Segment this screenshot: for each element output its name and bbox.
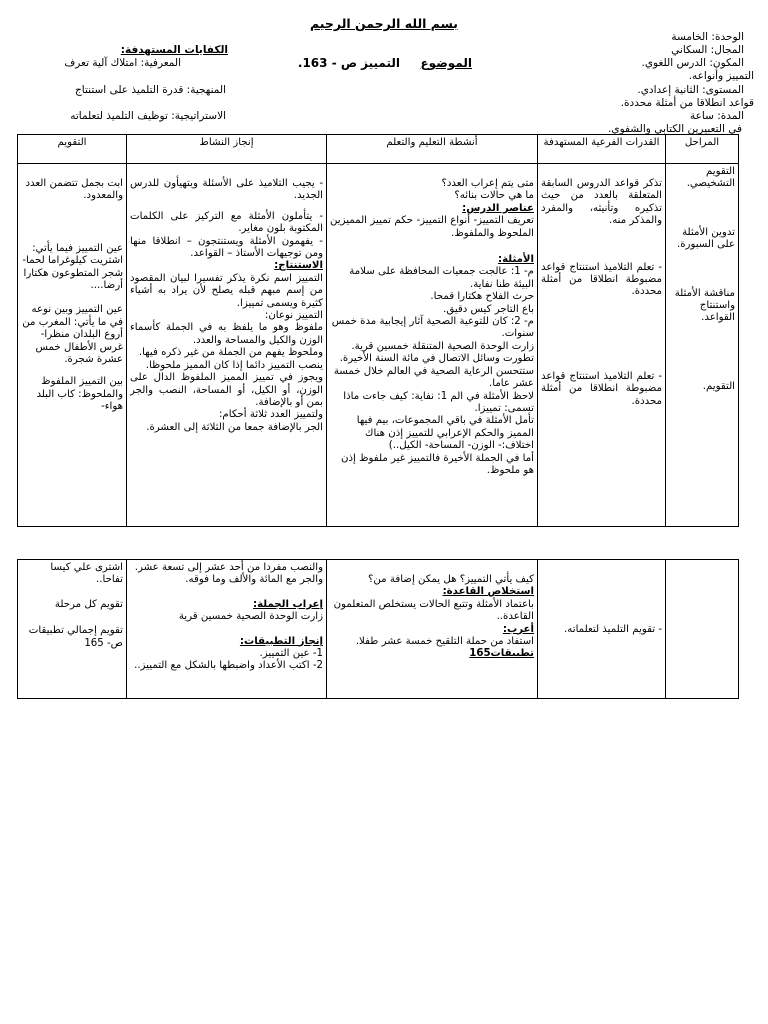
achievement-heading: الاستنتاج: <box>274 260 323 272</box>
subject-heading: الموضوع <box>420 56 472 70</box>
achievement-line: التمييز اسم نكرة يذكر تفسيرا لبيان المقصود من إسم مبهم قبله يصلح لأن يراد به أشياء كثيرة ويسمى تمييزا. <box>130 272 323 309</box>
activity-line: ستتحسن الرعاية الصحية في العالم خلال خمسة عشر عاما. <box>333 365 534 390</box>
activity-line: استفاد من حملة التلقيح خمسة عشر طفلا. <box>355 636 534 648</box>
achievement-line: الجر بالإضافة جمعا من الثلاثة إلى العشرة. <box>146 421 323 433</box>
achievement-line: وملحوظ يفهم من الجملة من غير ذكره فيها. <box>138 347 323 359</box>
evaluation-item: عين التمييز فيما يأتي: اشتريت كيلوغراما لحما- شجر المتطوعون هكتارا أرضا.... <box>22 242 123 292</box>
unit-label: الوحدة: الخامسة <box>671 31 744 43</box>
stages-cell <box>666 164 739 527</box>
activities-cell-2 <box>327 560 538 699</box>
activity-line: باع التاجر كيس دقيق. <box>443 303 534 315</box>
lesson-table-continued <box>17 559 739 699</box>
activities-cell <box>327 164 538 527</box>
achievement-line: ينصب التمييز دائما إذا كان المميز ملحوظا. <box>145 359 323 371</box>
ability-item: - تعلم التلاميذ استنتاج قواعد مضبوطة انطلاقا من أمثلة محددة. <box>541 261 662 298</box>
achievement-heading: إعراب الجملة: <box>253 598 323 610</box>
achievement-line: - يفهمون الأمثلة ويستنتجون – انطلاقا منها ومن توجيهات الأستاذ – القواعد. <box>130 235 323 260</box>
method-competency: المنهجية: قدرة التلميذ على استنتاج <box>75 84 226 96</box>
activity-line: باعتماد الأمثلة وتتبع الحالات يستخلص المتعلمون القاعدة.. <box>333 598 534 623</box>
achievement-line: 2- اكتب الأعداد واضبطها بالشكل مع التمييز.. <box>134 660 323 672</box>
evaluation-cell <box>18 164 127 527</box>
component-label: المكون: الدرس اللغوي. <box>641 57 744 69</box>
activity-line: كيف يأتي التمييز؟ هل يمكن إضافة من؟ <box>368 574 534 585</box>
achievement-line: التمييز نوعان: <box>264 310 323 322</box>
achievement-line: ويجوز في تمييز المميز الملفوظ الدال على الوزن، أو الكيل، أو المساحة، النصب والجر بمن أو بالإضافة. <box>130 372 323 408</box>
component-continued: التمييز وأنواعه. <box>688 70 754 82</box>
stages-cell-2 <box>666 560 739 699</box>
ability-item: تذكر قواعد الدروس السابقة المتعلقة بالعدد من حيث تذكيره وتأنيثه، والمفرد والمذكر منه. <box>541 178 662 227</box>
evaluation-cell-2 <box>18 560 127 699</box>
evaluation-item: اشترى علي كيسا تفاحا.. <box>50 562 123 586</box>
lesson-table-main <box>17 134 739 527</box>
domain-label: المجال: السكاني <box>671 44 744 56</box>
abilities-cell <box>538 164 666 527</box>
duration-label: المدة: ساعة <box>690 110 744 122</box>
activity-line: تأمل الأمثلة في باقي المجموعات، بيم فيها المميز والحكم الإعرابي للتمييز إذن هناك اختلاف:- الوزن- المساحة- الكيل..) <box>356 415 534 452</box>
activity-line: متى يتم إعراب العدد؟ <box>441 178 534 189</box>
achievement-line: والنصب مفردا من أحد عشر إلى تسعة عشر. <box>134 562 323 573</box>
achievement-line: - يتأملون الأمثلة مع التركيز على الكلمات المكتوبة بلون مغاير. <box>130 210 323 235</box>
strategy-competency: الاستراتيجية: توظيف التلميذ لتعلماته <box>70 110 226 122</box>
ability-item: - تقويم التلميذ لتعلماته. <box>564 624 662 635</box>
col-header-evaluation: التقويم <box>18 135 127 164</box>
activity-line: م- 1: عالجت جمعيات المحافظة على سلامة البيئة طنا نفاية. <box>349 266 534 290</box>
col-header-stages: المراحل <box>666 135 739 164</box>
evaluation-item: تقويم كل مرحلة <box>54 598 123 610</box>
stage-item: التقويم التشخيصي. <box>686 166 735 190</box>
activity-line: تطورت وسائل الاتصال في مائة السنة الأخيرة. <box>339 353 534 365</box>
achievement-cell <box>127 164 327 527</box>
evaluation-item: ابت بجمل تتضمن العدد والمعدود. <box>25 178 123 202</box>
activity-heading: تطبيقات165 <box>469 648 534 660</box>
achievement-line: والجر مع المائة والألف وما فوقه. <box>185 574 323 586</box>
achievement-line: 1- عين التمييز. <box>259 648 323 660</box>
goal-line: قواعد انطلاقا من أمثلة محددة. <box>620 97 754 109</box>
activity-line: تعريف التمييز- أنواع التمييز- حكم تمييز المميزين الملحوظ والملفوظ. <box>330 215 534 239</box>
activity-heading: عناصر الدرس: <box>462 202 534 214</box>
evaluation-item: عين التمييز وبين نوعه في ما يأتي: المغرب من أروع البلدان منظرا- غرس الأطفال خمس عشرة شجرة. <box>22 304 123 366</box>
bismillah-title: بسم الله الرحمن الرحيم <box>310 16 458 31</box>
achievement-cell-2 <box>127 560 327 699</box>
col-header-activities: أنشطة التعليم والتعلم <box>327 135 538 164</box>
col-header-achievement: إنجاز النشاط <box>127 135 327 164</box>
achievement-line: زارت الوحدة الصحية خمسين قرية <box>178 611 323 623</box>
col-header-abilities: القدرات الفرعية المستهدفة <box>538 135 666 164</box>
activity-line: لاحظ الأمثلة في الم 1: نفاية: كيف جاءت ماذا تسمى: تمييزا. <box>343 390 534 414</box>
level-label: المستوى: الثانية إعدادي. <box>637 84 744 96</box>
stage-item: التقويم. <box>702 380 735 392</box>
activity-line: أما في الجملة الأخيرة فالتمييز غير ملفوظ إذن هو ملحوظ. <box>341 452 534 476</box>
stage-item: تدوين الأمثلة على السبورة. <box>676 226 735 251</box>
achievement-line: - يجيب التلاميذ على الأسئلة ويتهيأون للدرس الجديد. <box>130 178 323 202</box>
subject-value: التمييز ص - 163. <box>297 56 400 70</box>
knowledge-competency: المعرفية: امتلاك آلية تعرف <box>64 57 181 69</box>
competencies-heading: الكفايات المستهدفة: <box>120 44 228 56</box>
evaluation-item: بين التمييز الملفوظ والملحوظ: كاب البلد هواء- <box>36 376 123 413</box>
activity-line: زارت الوحدة الصحية المتنقلة خمسين قرية. <box>351 340 534 352</box>
stage-item: مناقشة الأمثلة واستنتاج القواعد. <box>674 287 735 324</box>
activity-heading: استخلاص القاعدة: <box>442 586 534 598</box>
activity-line: ما هي حالات بنائه؟ <box>454 190 534 202</box>
activity-heading: الأمثلة: <box>498 254 534 266</box>
achievement-line: ولتمييز العدد ثلاثة أحكام: <box>218 409 323 421</box>
achievement-line: ملفوظ وهو ما يلفظ به في الجملة كأسماء الوزن والكيل والمساحة والعدد. <box>130 322 323 346</box>
activity-heading: أعرب: <box>502 623 534 635</box>
evaluation-item: تقويم إجمالي تطبيقات ص- 165 <box>28 625 123 649</box>
activity-line: حرث الفلاح هكتارا قمحا. <box>430 291 534 303</box>
activity-line: م- 2: كان للتوعية الصحية آثار إيجابية مدة خمس سنوات. <box>331 316 534 340</box>
achievement-heading: إنجاز التطبيقات: <box>239 635 323 647</box>
goal-line-2: في التعبيرين الكتابي والشفوي. <box>608 123 742 135</box>
ability-item: - تعلم التلاميذ استنتاج قواعد مضبوطة انطلاقا من أمثلة محددة. <box>541 370 662 407</box>
abilities-cell-2 <box>538 560 666 699</box>
